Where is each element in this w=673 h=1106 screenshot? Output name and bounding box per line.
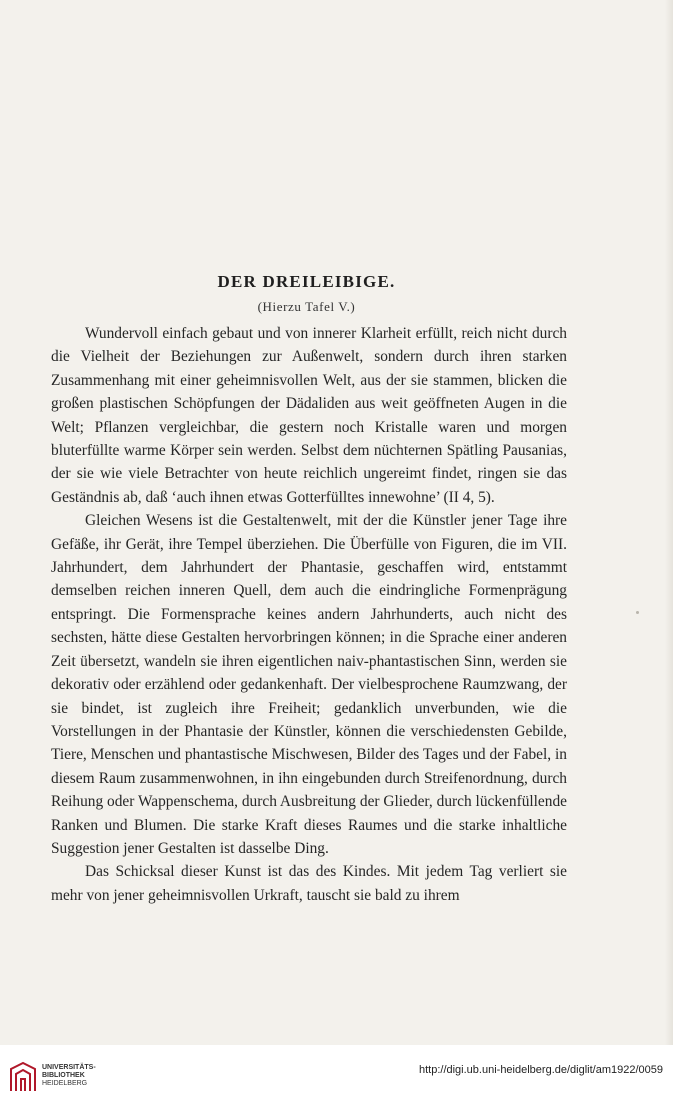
source-url-link[interactable]: http://digi.ub.uni-heidelberg.de/diglit/am1922/0059 xyxy=(418,1064,663,1076)
footer-bar xyxy=(0,1045,673,1106)
paragraph: Wundervoll einfach gebaut und von innerer Klarheit erfüllt, reich nicht durch die Vielheit der Beziehungen zur Außenwelt, sondern durch ihren starken Zusammenhang mit einer geheimnisvollen Welt, aus der sie stammen, blicken die großen plastischen Schöpfungen der Dädaliden aus weit geöffneten Augen in die Welt; Pflanzen vergleichbar, die gestern noch Kristalle waren und morgen bluterfüllte warme Körper sein werden. Selbst dem nüchternen Spätling Pausanias, der sie wie viele Betrachter von heute reichlich ungereimt findet, ringen sie das Geständnis ab, daß ‘auch ihnen etwas Gotterfülltes innewohne’ (II 4, 5). xyxy=(51,325,567,506)
page-edge-shadow xyxy=(665,0,673,1045)
library-name-line: HEIDELBERG xyxy=(42,1080,88,1087)
body-text xyxy=(51,322,567,907)
ub-heidelberg-logo-icon xyxy=(8,1061,38,1093)
source-url xyxy=(419,1064,663,1076)
page-speck xyxy=(636,611,639,614)
library-name xyxy=(42,1064,96,1088)
chapter-subheading: (Hierzu Tafel V.) xyxy=(257,299,356,314)
paragraph: Das Schicksal dieser Kunst ist das des Kindes. Mit jedem Tag verliert sie mehr von jener geheimnisvollen Urkraft, tauscht sie bald zu ihrem xyxy=(51,863,567,904)
chapter-heading: DER DREILEIBIGE. xyxy=(217,272,396,291)
paragraph: Gleichen Wesens ist die Gestaltenwelt, mit der die Künstler jener Tage ihre Gefäße, ihr Gerät, ihre Tempel überziehen. Die Überfülle von Figuren, die im VII. Jahrhundert, dem Jahrhundert der Phantasie, geschaffen wird, entstammt demselben reichen inneren Quell, dem auch die eindringliche Formenprägung entspringt. Die Formensprache keines andern Jahrhunderts, auch nicht des sechsten, hätte diese Gestalten hervorbringen können; in die Sprache einer anderen Zeit übersetzt, wandeln sie ihren eigentlichen naiv-phantastischen Sinn, werden sie dekorativ oder erzählend oder gedankenhaft. Der vielbesprochene Raumzwang, der sie bindet, ist zugleich ihre Freiheit; gedanklich unverbunden, wie die Vorstellungen in der Phantasie der Künstler, können die verschiedensten Gebilde, Tiere, Menschen und phantastische Mischwesen, Bilder des Tages und der Fabel, in diesem Raum zusammenwohnen, in ihn eingebunden durch Streifenordnung, durch Reihung oder Wappenschema, durch Ausbreitung der Glieder, durch lückenfüllende Ranken und Blumen. Die starke Kraft dieses Raumes und die starke inhaltliche Suggestion jener Gestalten ist dasselbe Ding. xyxy=(51,512,567,857)
library-name-line: UNIVERSITÄTS- xyxy=(42,1064,96,1071)
library-name-line: BIBLIOTHEK xyxy=(42,1072,85,1079)
